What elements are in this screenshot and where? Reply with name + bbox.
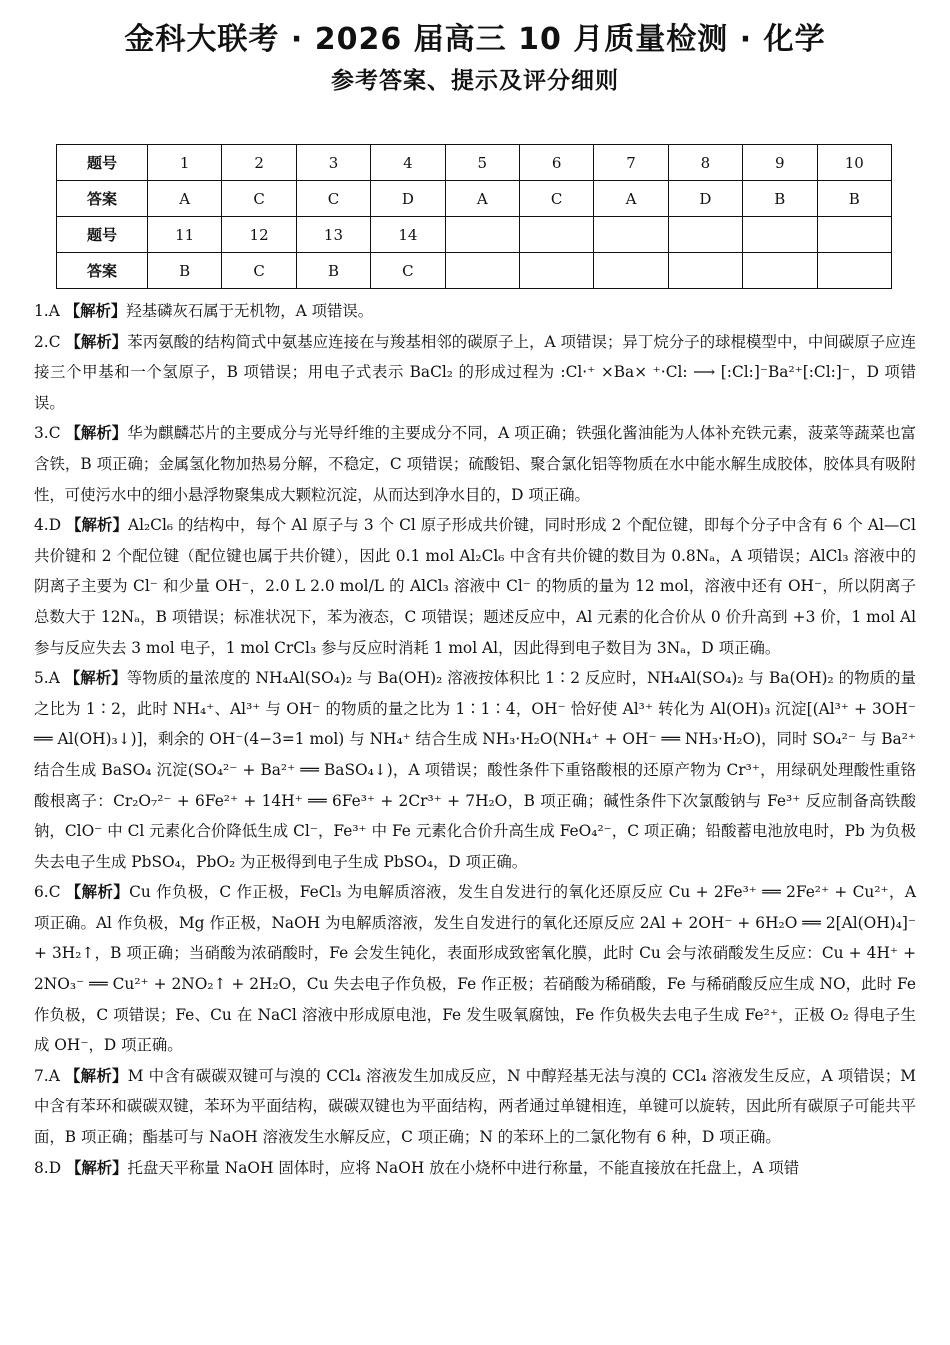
question-number-cell: 11 xyxy=(148,217,222,253)
item-text: Cu 作负极，C 作正极，FeCl₃ 为电解质溶液，发生自发进行的氧化还原反应 Cu + 2Fe³⁺ ══ 2Fe²⁺ + Cu²⁺，A 项正确。Al 作负极，Mg 作正极，NaOH 为电解质溶液，发生自发进行的氧化还原反应 2Al + 2OH⁻ + 6H₂O ══ 2[Al(OH)₄]⁻ + 3H₂↑，B 项正确；当硝酸为浓硝酸时，Fe 会发生钝化，表面形成致密氧化膜，此时 Cu 会与浓硝酸发生反应：Cu + 4H⁺ + 2NO₃⁻ ══ Cu²⁺ + 2NO₂↑ + 2H₂O，Cu 失去电子作负极，Fe 作正极；若硝酸为稀硝酸，Fe 与稀硝酸反应生成 NO，此时 Fe 作负极，C 项错误；Fe、Cu 在 NaCl 溶液中形成原电池，Fe 发生吸氧腐蚀，Fe 作负极失去电子生成 Fe²⁺，正极 O₂ 得电子生成 OH⁻，D 项正确。 xyxy=(34,883,916,1055)
explanation-item xyxy=(34,1153,916,1184)
item-answer: A xyxy=(48,1066,60,1085)
row-header-answer: 答案 xyxy=(57,181,148,217)
question-number-cell: 2 xyxy=(222,145,296,181)
item-answer: C xyxy=(48,424,61,443)
item-number: 7. xyxy=(34,1066,49,1085)
answer-cell: A xyxy=(148,181,222,217)
answer-cell xyxy=(743,253,817,289)
document-title: 金科大联考 · 2026 届高三 10 月质量检测 · 化学 xyxy=(124,22,826,57)
item-number: 6. xyxy=(34,883,49,902)
answer-cell: C xyxy=(371,253,445,289)
question-number-cell xyxy=(817,217,891,253)
answer-cell: B xyxy=(743,181,817,217)
explanation-item xyxy=(34,510,916,663)
row-header-question: 题号 xyxy=(57,217,148,253)
analysis-tag: 【解析】 xyxy=(65,332,128,351)
analysis-tag: 【解析】 xyxy=(65,883,130,902)
row-header-answer: 答案 xyxy=(57,253,148,289)
item-text: 羟基磷灰石属于无机物，A 项错误。 xyxy=(126,302,374,320)
item-number: 5. xyxy=(34,669,49,688)
answer-cell xyxy=(594,253,668,289)
question-number-cell: 5 xyxy=(445,145,519,181)
answer-cell: C xyxy=(222,181,296,217)
item-number: 1. xyxy=(34,302,49,320)
answer-cell: A xyxy=(445,181,519,217)
explanations-section xyxy=(34,296,916,1183)
question-number-cell: 12 xyxy=(222,217,296,253)
item-answer: A xyxy=(48,669,60,688)
analysis-tag: 【解析】 xyxy=(64,302,127,320)
item-text: 等物质的量浓度的 NH₄Al(SO₄)₂ 与 Ba(OH)₂ 溶液按体积比 1∶2 反应时，NH₄Al(SO₄)₂ 与 Ba(OH)₂ 的物质的量之比为 1∶2，此时 NH₄⁺、Al³⁺ 与 OH⁻ 的物质的量之比为 1∶1∶4，OH⁻ 恰好使 Al³⁺ 转化为 Al(OH)₃ 沉淀[(Al³⁺ + 3OH⁻ ══ Al(OH)₃↓)]，剩余的 OH⁻(4−3=1 mol) 与 NH₄⁺ 结合生成 NH₃·H₂O(NH₄⁺ + OH⁻ ══ NH₃·H₂O)，同时 SO₄²⁻ 与 Ba²⁺ 结合生成 BaSO₄ 沉淀(SO₄²⁻ + Ba²⁺ ══ BaSO₄↓)，A 项错误；酸性条件下重铬酸根的还原产物为 Cr³⁺，用绿矾处理酸性重铬酸根离子：Cr₂O₇²⁻ + 6Fe²⁺ + 14H⁺ ══ 6Fe³⁺ + 2Cr³⁺ + 7H₂O，B 项正确；碱性条件下次氯酸钠与 Fe³⁺ 反应制备高铁酸钠，ClO⁻ 中 Cl 元素化合价降低生成 Cl⁻，Fe³⁺ 中 Fe 元素化合价升高生成 FeO₄²⁻，C 项正确；铅酸蓄电池放电时，Pb 为负极失去电子生成 PbSO₄，PbO₂ 为正极得到电子生成 PbSO₄，D 项正确。 xyxy=(34,669,916,871)
item-answer: D xyxy=(48,1158,62,1177)
question-number-cell xyxy=(743,217,817,253)
question-number-cell: 8 xyxy=(668,145,742,181)
analysis-tag: 【解析】 xyxy=(65,1066,128,1085)
explanation-item xyxy=(34,663,916,877)
question-number-cell: 9 xyxy=(743,145,817,181)
answer-row xyxy=(57,253,892,289)
row-header-question: 题号 xyxy=(57,145,148,181)
question-number-cell: 3 xyxy=(296,145,370,181)
item-text: Al₂Cl₆ 的结构中，每个 Al 原子与 3 个 Cl 原子形成共价键，同时形成 2 个配位键，即每个分子中含有 6 个 Al—Cl 共价键和 2 个配位键（配位键也属于共价键），因此 0.1 mol Al₂Cl₆ 中含有共价键的数目为 0.8Nₐ，A 项错误；AlCl₃ 溶液中的阴离子主要为 Cl⁻ 和少量 OH⁻，2.0 L 2.0 mol/L 的 AlCl₃ 溶液中 Cl⁻ 的物质的量为 12 mol，溶液中还有 OH⁻，所以阴离子总数大于 12Nₐ，B 项错误；标准状况下，苯为液态，C 项错误；题述反应中，Al 元素的化合价从 0 价升高到 +3 价，1 mol Al 参与反应失去 3 mol 电子，1 mol CrCl₃ 参与反应时消耗 1 mol Al，因此得到电子数目为 3Nₐ，D 项正确。 xyxy=(34,516,916,657)
question-number-cell xyxy=(519,217,593,253)
question-number-cell xyxy=(445,217,519,253)
answer-cell xyxy=(445,253,519,289)
analysis-tag: 【解析】 xyxy=(66,516,128,535)
answer-cell: D xyxy=(668,181,742,217)
item-text: 托盘天平称量 NaOH 固体时，应将 NaOH 放在小烧杯中进行称量，不能直接放在托盘上，A 项错 xyxy=(127,1158,800,1177)
answer-cell: B xyxy=(296,253,370,289)
question-number-cell: 6 xyxy=(519,145,593,181)
answer-cell: D xyxy=(371,181,445,217)
answer-cell: A xyxy=(594,181,668,217)
answer-cell: C xyxy=(519,181,593,217)
item-text: M 中含有碳碳双键可与溴的 CCl₄ 溶液发生加成反应，N 中醇羟基无法与溴的 CCl₄ 溶液发生反应，A 项错误；M 中含有苯环和碳碳双键，苯环为平面结构，碳碳双键也为平面结构，两者通过单键相连，单键可以旋转，因此所有碳原子可能共平面，B 项正确；酯基可与 NaOH 溶液发生水解反应，C 项正确；N 的苯环上的二氯化物有 6 种，D 项正确。 xyxy=(34,1066,916,1147)
item-answer: D xyxy=(48,516,62,535)
answer-table xyxy=(56,144,892,289)
question-number-cell: 13 xyxy=(296,217,370,253)
question-number-cell xyxy=(668,217,742,253)
analysis-tag: 【解析】 xyxy=(65,424,128,443)
question-number-row xyxy=(57,217,892,253)
document-subtitle: 参考答案、提示及评分细则 xyxy=(331,68,619,94)
question-number-cell: 14 xyxy=(371,217,445,253)
item-number: 4. xyxy=(34,516,49,535)
question-number-cell: 1 xyxy=(148,145,222,181)
answer-cell xyxy=(668,253,742,289)
question-number-row xyxy=(57,145,892,181)
analysis-tag: 【解析】 xyxy=(65,1158,128,1177)
item-answer: A xyxy=(48,302,60,320)
item-number: 2. xyxy=(34,332,49,351)
item-answer: C xyxy=(48,883,61,902)
analysis-tag: 【解析】 xyxy=(64,669,127,688)
question-number-cell: 10 xyxy=(817,145,891,181)
answer-cell: C xyxy=(222,253,296,289)
item-number: 3. xyxy=(34,424,49,443)
explanation-item xyxy=(34,1061,916,1153)
explanation-item xyxy=(34,327,916,419)
answer-cell: B xyxy=(148,253,222,289)
question-number-cell: 7 xyxy=(594,145,668,181)
answer-cell xyxy=(817,253,891,289)
answer-cell: C xyxy=(296,181,370,217)
answer-cell xyxy=(519,253,593,289)
answer-row xyxy=(57,181,892,217)
explanation-item xyxy=(34,296,916,327)
item-number: 8. xyxy=(34,1158,49,1177)
item-answer: C xyxy=(48,332,61,351)
question-number-cell xyxy=(594,217,668,253)
question-number-cell: 4 xyxy=(371,145,445,181)
explanation-item xyxy=(34,877,916,1061)
item-text: 华为麒麟芯片的主要成分与光导纤维的主要成分不同，A 项正确；铁强化酱油能为人体补充铁元素，菠菜等蔬菜也富含铁，B 项正确；金属氢化物加热易分解，不稳定，C 项错误；硫酸铝、聚合氯化铝等物质在水中能水解生成胶体，胶体具有吸附性，可使污水中的细小悬浮物聚集成大颗粒沉淀，从而达到净水目的，D 项正确。 xyxy=(34,424,916,504)
explanation-item xyxy=(34,418,916,510)
item-text: 苯丙氨酸的结构简式中氨基应连接在与羧基相邻的碳原子上，A 项错误；异丁烷分子的球棍模型中，中间碳原子应连接三个甲基和一个氢原子，B 项错误；用电子式表示 BaCl₂ 的形成过程为 :Cl·⁺ ×Ba× ⁺·Cl: ⟶ [:Cl:]⁻Ba²⁺[:Cl:]⁻，D 项错误。 xyxy=(34,332,916,412)
answer-cell: B xyxy=(817,181,891,217)
